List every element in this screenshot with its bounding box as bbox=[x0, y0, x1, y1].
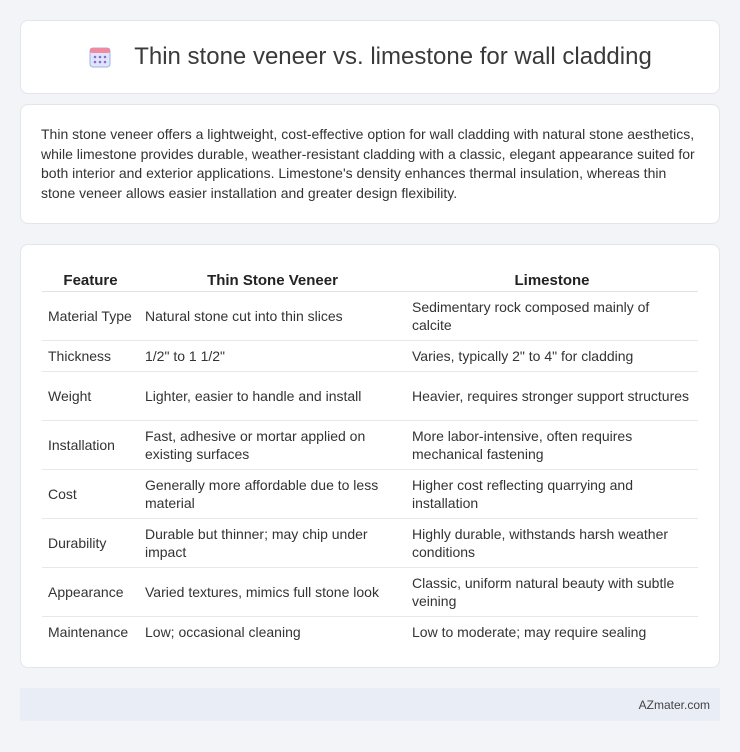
thin-stone-veneer-cell: Lighter, easier to handle and install bbox=[139, 371, 406, 420]
title-card bbox=[20, 20, 720, 94]
thin-stone-veneer-cell: Varied textures, mimics full stone look bbox=[139, 567, 406, 616]
page-title: Thin stone veneer vs. limestone for wall cladding bbox=[134, 43, 652, 70]
feature-cell: Appearance bbox=[42, 567, 139, 616]
limestone-cell: Heavier, requires stronger support structures bbox=[406, 371, 698, 420]
table-row bbox=[42, 340, 698, 371]
comparison-table-card bbox=[20, 244, 720, 668]
limestone-cell: Sedimentary rock composed mainly of calcite bbox=[406, 291, 698, 340]
summary-card bbox=[20, 104, 720, 224]
column-header-feature: Feature bbox=[42, 265, 139, 291]
feature-cell: Thickness bbox=[42, 340, 139, 371]
feature-cell: Weight bbox=[42, 371, 139, 420]
column-header-thin-stone-veneer: Thin Stone Veneer bbox=[139, 265, 406, 291]
comparison-table bbox=[42, 265, 698, 647]
feature-cell: Maintenance bbox=[48, 623, 129, 640]
limestone-cell: Varies, typically 2" to 4" for cladding bbox=[406, 340, 698, 371]
limestone-cell: Classic, uniform natural beauty with subtle veining bbox=[406, 567, 698, 616]
feature-cell: Durability bbox=[42, 518, 139, 567]
calendar-icon bbox=[88, 45, 112, 69]
limestone-cell: Highly durable, withstands harsh weather conditions bbox=[406, 518, 698, 567]
summary-text: Thin stone veneer offers a lightweight, cost-effective option for wall cladding with natural stone aesthetics, while limestone provides durable, weather-resistant cladding with a classic, elegant appearance suited for both interior and exterior applications. Limestone's density enhances thermal insulation, whereas thin stone veneer allows easier installation and greater design flexibility. bbox=[41, 126, 695, 201]
feature-cell: Cost bbox=[42, 469, 139, 518]
footer-site-name: AZmater.com bbox=[638, 697, 710, 712]
table-row bbox=[42, 518, 698, 567]
table-row bbox=[42, 371, 698, 420]
table-row bbox=[42, 291, 698, 340]
thin-stone-veneer-cell: Low; occasional cleaning bbox=[145, 623, 301, 640]
limestone-cell: Higher cost reflecting quarrying and installation bbox=[406, 469, 698, 518]
table-row bbox=[42, 567, 698, 616]
feature-cell: Installation bbox=[42, 420, 139, 469]
thin-stone-veneer-cell: Durable but thinner; may chip under impact bbox=[139, 518, 406, 567]
limestone-cell: Low to moderate; may require sealing bbox=[412, 623, 647, 640]
column-header-limestone: Limestone bbox=[406, 265, 698, 291]
thin-stone-veneer-cell: 1/2" to 1 1/2" bbox=[139, 340, 406, 371]
table-row bbox=[42, 420, 698, 469]
table-header-row bbox=[42, 265, 698, 291]
thin-stone-veneer-cell: Natural stone cut into thin slices bbox=[139, 291, 406, 340]
thin-stone-veneer-cell: Fast, adhesive or mortar applied on existing surfaces bbox=[139, 420, 406, 469]
footer-bar bbox=[20, 688, 720, 721]
limestone-cell: More labor-intensive, often requires mechanical fastening bbox=[406, 420, 698, 469]
table-row bbox=[42, 469, 698, 518]
thin-stone-veneer-cell: Generally more affordable due to less material bbox=[139, 469, 406, 518]
table-row bbox=[42, 616, 698, 647]
feature-cell: Material Type bbox=[42, 291, 139, 340]
